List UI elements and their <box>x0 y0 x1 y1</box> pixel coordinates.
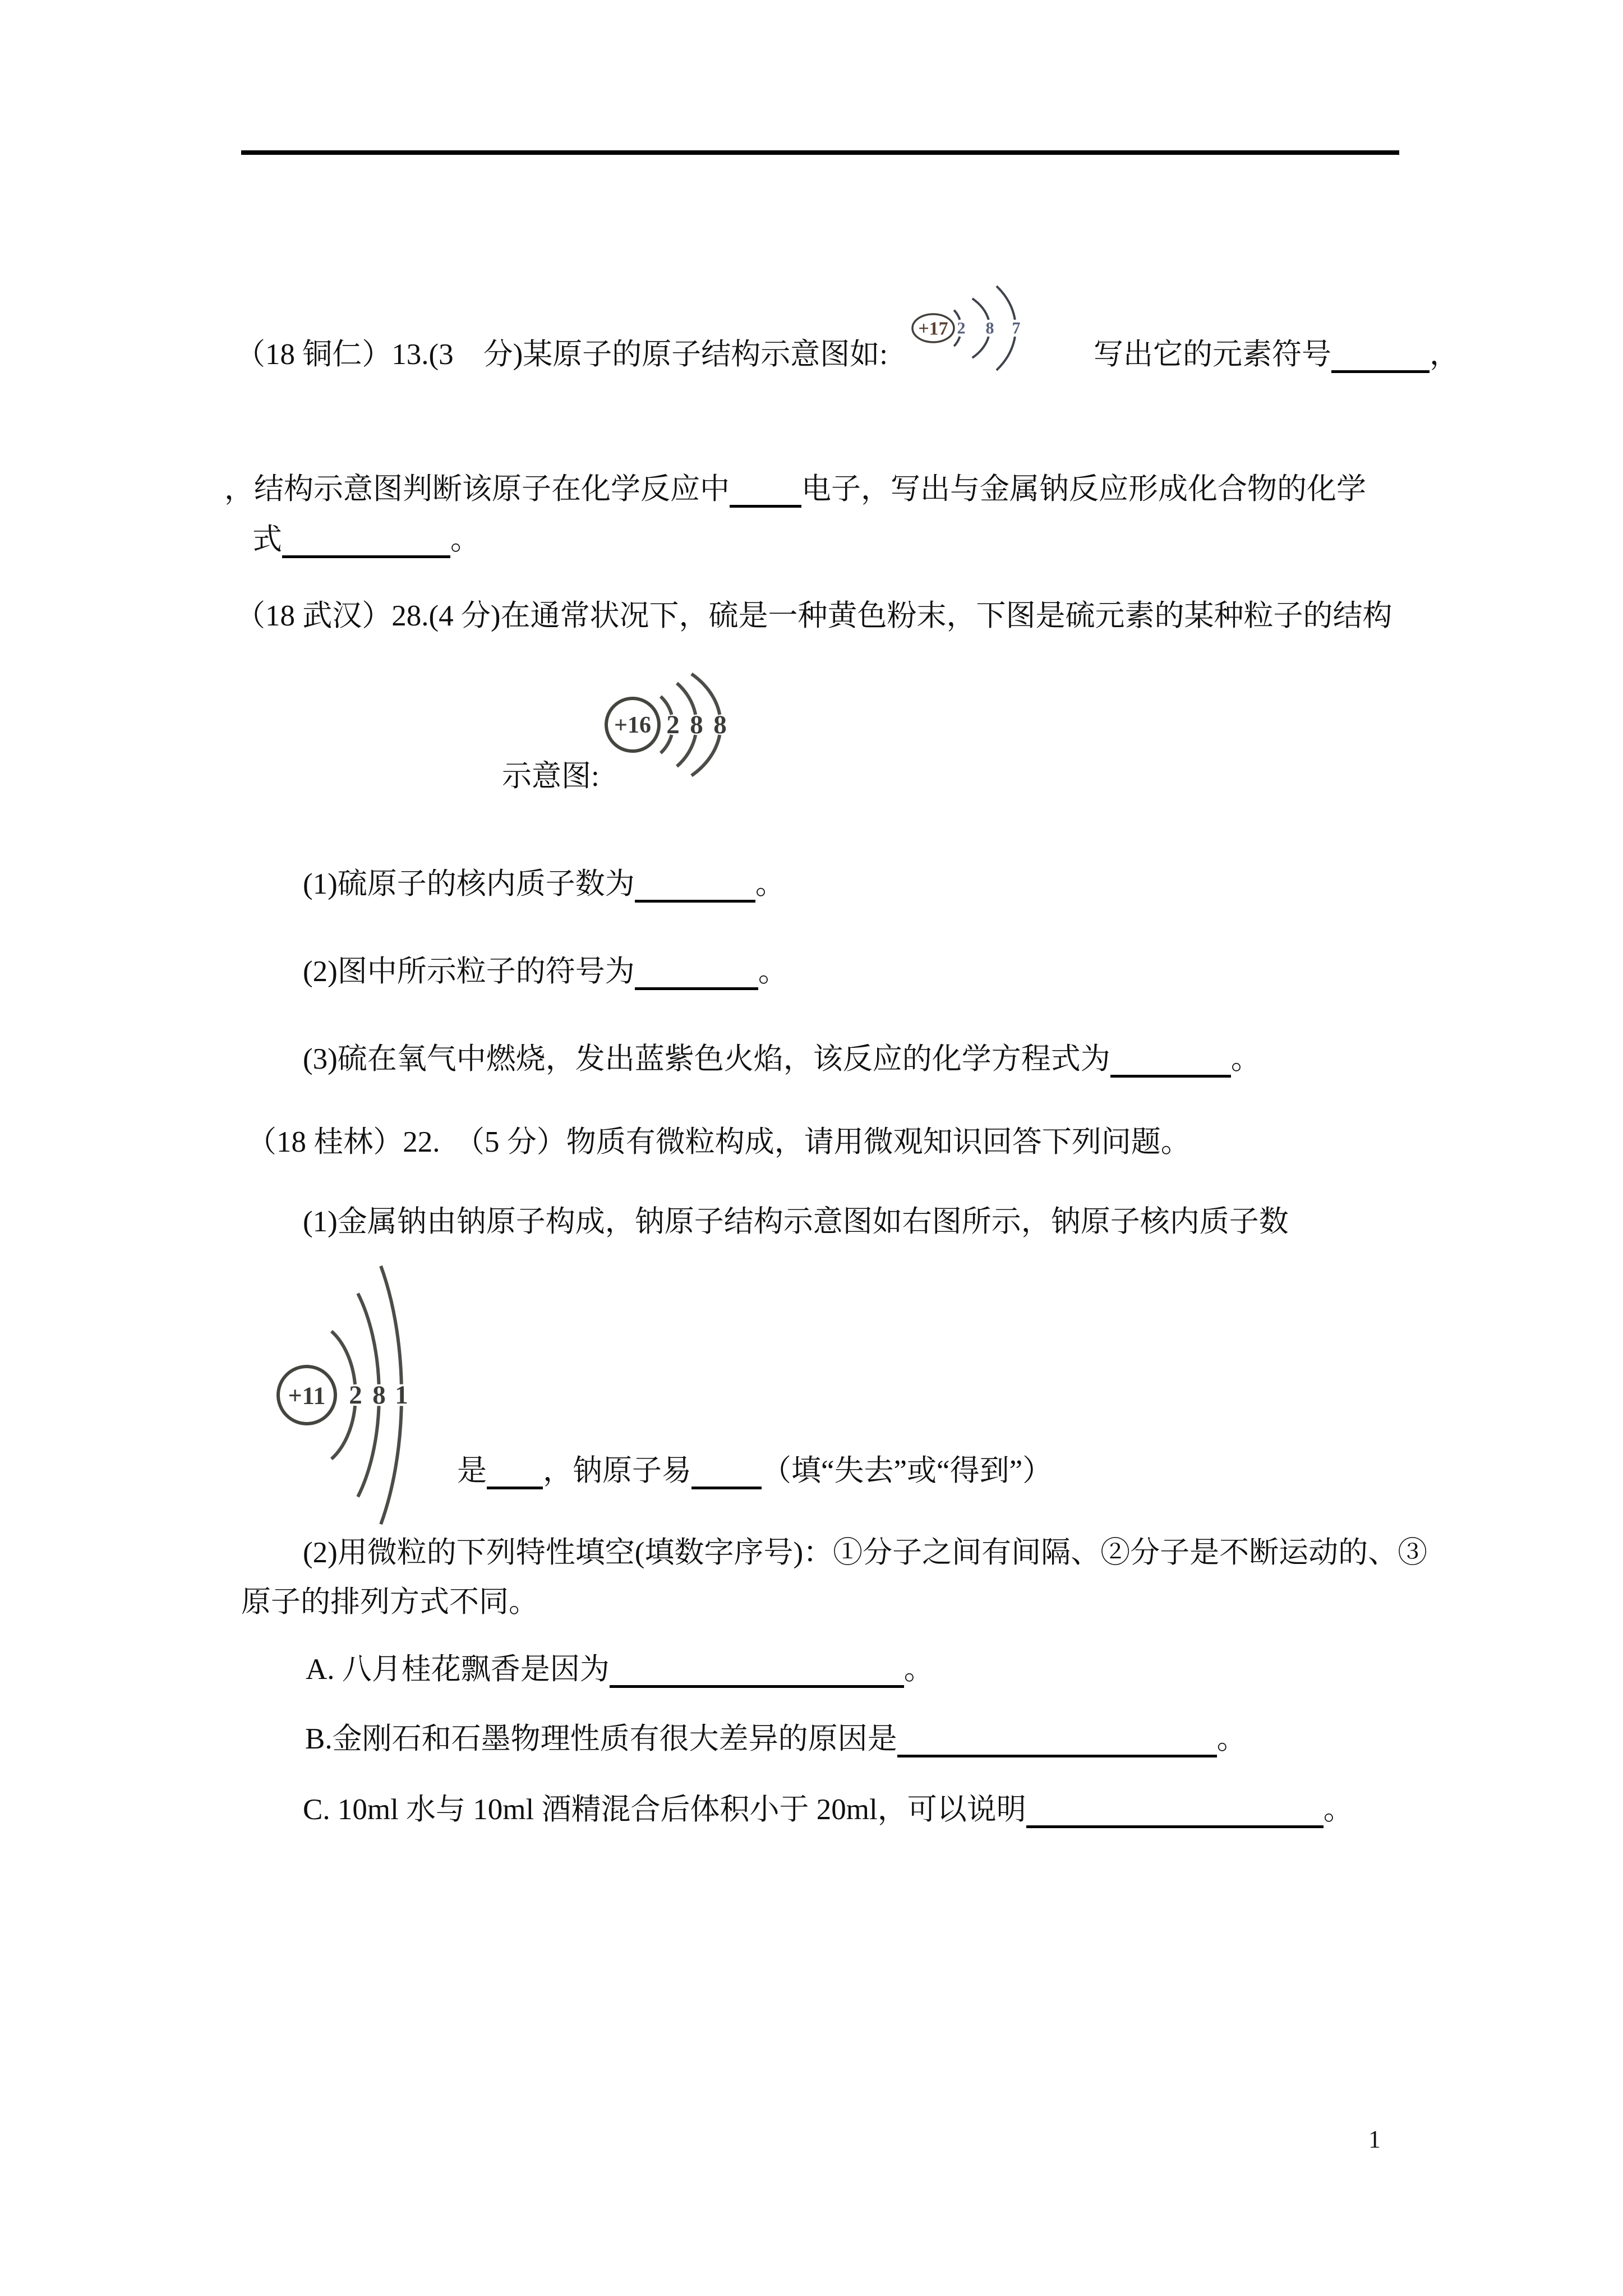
shell-electron-count: 8 <box>690 710 703 739</box>
q22-text: (1)金属钠由钠原子构成，钠原子结构示意图如右图所示，钠原子核内质子数 <box>303 1205 1289 1238</box>
q22-text: （18 桂林）22. （5 分）物质有微粒构成，请用微观知识回答下列问题。 <box>247 1126 1191 1158</box>
q28-text: 。 <box>1230 1043 1261 1075</box>
answer-blank <box>282 526 450 558</box>
answer-blank <box>487 1457 543 1489</box>
answer-blank <box>691 1457 762 1489</box>
q28-item2 <box>303 954 788 990</box>
shell-electron-count: 8 <box>985 319 994 338</box>
q22-text: 。 <box>1216 1723 1247 1755</box>
q28-item1 <box>303 866 785 903</box>
q22-text: 。 <box>903 1653 934 1686</box>
q13-line1-right <box>1094 337 1459 373</box>
shell-electron-count: 2 <box>957 319 966 338</box>
atom-diagram-chlorine <box>895 275 1046 381</box>
q13-line2 <box>224 471 1366 508</box>
shell-electron-count: 2 <box>349 1381 362 1410</box>
electron-shell-arc <box>972 298 989 320</box>
answer-blank <box>1110 1045 1231 1078</box>
answer-blank <box>730 475 801 508</box>
answer-blank <box>635 958 758 990</box>
electron-shell-arc <box>997 286 1015 320</box>
electron-shell-arc <box>997 337 1015 370</box>
q22-text: 。 <box>1323 1793 1353 1826</box>
answer-blank <box>897 1725 1217 1757</box>
answer-blank <box>1331 341 1430 373</box>
shell-electron-count: 2 <box>666 710 680 739</box>
q13-text: 式 <box>252 523 282 556</box>
shell-electron-count: 7 <box>1012 319 1021 338</box>
q22-text: 原子的排列方式不同。 <box>241 1586 538 1618</box>
q22-blank-line <box>457 1453 1052 1489</box>
q13-text: （18 铜仁）13.(3 分)某原子的原子结构示意图如: <box>236 338 888 371</box>
electron-shell-arc <box>381 1406 402 1524</box>
electron-shell-arc <box>954 310 960 320</box>
electron-shell-arc <box>381 1266 402 1384</box>
q22-item2-line2 <box>241 1584 538 1621</box>
q13-text: 电子，写出与金属钠反应形成化合物的化学 <box>801 473 1366 505</box>
page-number-text: 1 <box>1368 2125 1381 2153</box>
q28-text: 示意图: <box>502 760 600 793</box>
q22-intro <box>247 1124 1191 1161</box>
q22-option-c <box>303 1792 1353 1828</box>
q28-text: 。 <box>755 868 785 900</box>
electron-shell-arc <box>331 1331 355 1384</box>
page-number <box>1368 2125 1381 2154</box>
q28-item3 <box>303 1041 1261 1078</box>
electron-shell-arc <box>972 337 989 358</box>
q28-diagram-label <box>502 758 600 795</box>
electron-shell-arc <box>331 1406 355 1459</box>
electron-shell-arc <box>358 1294 379 1384</box>
nucleus-label: +11 <box>288 1382 326 1410</box>
q22-text: A. 八月桂花飘香是因为 <box>306 1653 610 1686</box>
atom-diagram-sulfur <box>578 665 746 788</box>
q28-text: (2)图中所示粒子的符号为 <box>303 955 635 988</box>
shell-electron-count: 1 <box>395 1381 408 1410</box>
electron-shell-arc <box>954 337 960 346</box>
answer-blank <box>1026 1796 1324 1828</box>
q22-item1 <box>303 1204 1289 1240</box>
q28-text: 。 <box>758 955 788 988</box>
electron-shell-arc <box>358 1406 379 1497</box>
electron-shell-arc <box>677 735 695 766</box>
atom-diagram-sodium <box>252 1259 426 1529</box>
shell-electron-count: 8 <box>713 710 727 739</box>
q28-text: （18 武汉）28.(4 分)在通常状况下，硫是一种黄色粉末，下图是硫元素的某种粒子的结构 <box>236 600 1393 632</box>
q22-text: C. 10ml 水与 10ml 酒精混合后体积小于 20ml，可以说明 <box>303 1793 1026 1826</box>
q28-text: (3)硫在氧气中燃烧，发出蓝紫色火焰，该反应的化学方程式为 <box>303 1043 1110 1075</box>
header-rule <box>241 150 1399 155</box>
nucleus-label: +16 <box>614 712 651 738</box>
q13-line3 <box>252 522 480 558</box>
q22-text: 是 <box>457 1455 487 1487</box>
q13-text: 。 <box>450 523 480 556</box>
q28-text: (1)硫原子的核内质子数为 <box>303 868 635 900</box>
q22-text: ，钠原子易 <box>543 1455 691 1487</box>
q22-option-b <box>305 1721 1247 1757</box>
q28-intro <box>236 598 1393 634</box>
shell-electron-count: 8 <box>372 1381 386 1410</box>
q22-text: （填“失去”或“得到”） <box>762 1455 1053 1487</box>
nucleus-label: +17 <box>918 318 948 339</box>
q13-text: ， <box>1430 338 1459 371</box>
q22-text: B.金刚石和石墨物理性质有很大差异的原因是 <box>305 1723 897 1755</box>
q13-text: 写出它的元素符号 <box>1094 338 1331 371</box>
q13-text: ，结构示意图判断该原子在化学反应中 <box>224 473 730 505</box>
q22-option-a <box>306 1651 934 1688</box>
q22-text: (2)用微粒的下列特性填空(填数字序号)：①分子之间有间隔、②分子是不断运动的、③ <box>303 1536 1428 1569</box>
answer-blank <box>610 1655 904 1688</box>
q13-line1-left <box>236 337 888 373</box>
answer-blank <box>635 870 755 903</box>
q22-item2-line1 <box>303 1535 1427 1571</box>
